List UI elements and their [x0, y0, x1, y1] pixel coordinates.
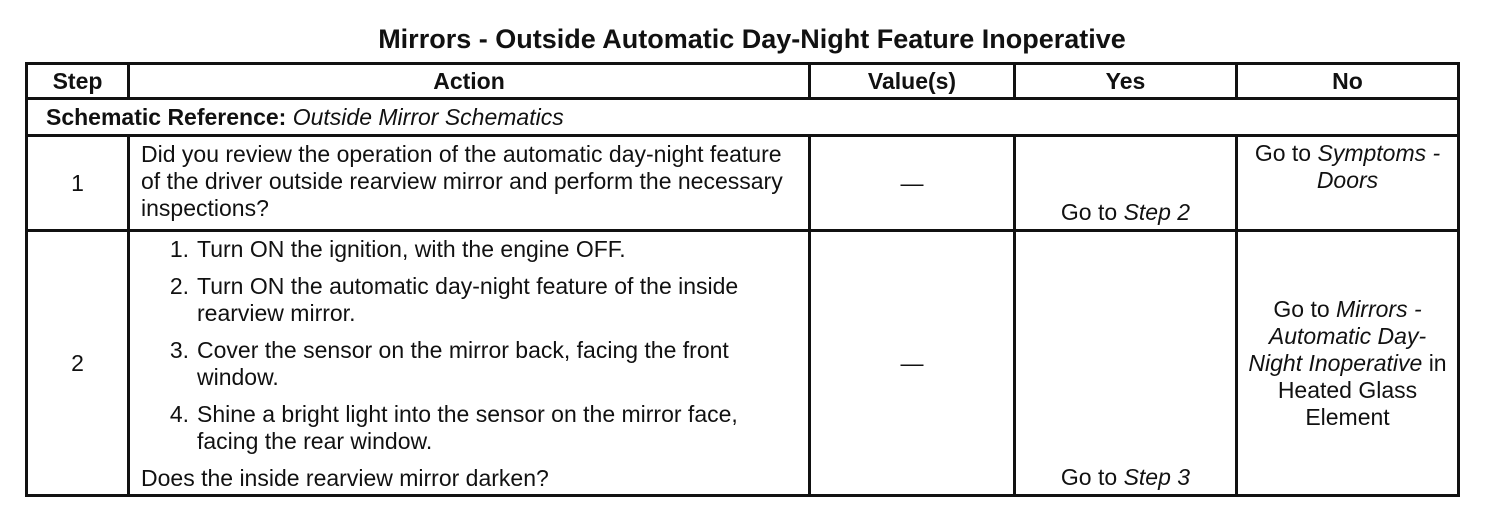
no-link[interactable]: Mirrors - Automatic Day-Night Inoperative	[1248, 295, 1427, 376]
no-cell	[1237, 136, 1459, 231]
action-text: Did you review the operation of the automatic day-night feature of the driver outside rearview mirror and perform the necessary inspections?	[129, 136, 810, 231]
substep-item	[141, 401, 798, 455]
yes-cell	[1015, 231, 1237, 496]
schematic-reference-label: Schematic Reference:	[46, 103, 287, 130]
header-step: Step	[27, 64, 129, 99]
substep-text: Turn ON the automatic day-night feature of the inside rearview mirror.	[197, 273, 739, 326]
yes-prefix: Go to	[1060, 464, 1118, 490]
header-no: No	[1237, 64, 1459, 99]
yes-link[interactable]: Step 2	[1123, 199, 1191, 225]
step-number: 1	[27, 136, 129, 231]
value-cell: —	[810, 136, 1015, 231]
no-link[interactable]: Symptoms - Doors	[1316, 140, 1441, 193]
substep-number: 4.	[169, 401, 189, 427]
substep-text: Cover the sensor on the mirror back, facing the front window.	[197, 337, 729, 390]
substep-number: 2.	[169, 273, 189, 299]
no-prefix: Go to	[1273, 295, 1330, 322]
header-row	[27, 64, 1459, 99]
yes-prefix: Go to	[1060, 199, 1118, 225]
no-suffix: in Heated Glass Element	[1277, 349, 1447, 430]
substep-number: 3.	[169, 337, 189, 363]
no-cell	[1237, 231, 1459, 496]
header-action: Action	[129, 64, 810, 99]
page-title: Mirrors - Outside Automatic Day-Night Feature Inoperative	[378, 24, 1126, 54]
action-cell	[129, 231, 810, 496]
step-number: 2	[27, 231, 129, 496]
header-values: Value(s)	[810, 64, 1015, 99]
header-yes: Yes	[1015, 64, 1237, 99]
schematic-reference	[27, 99, 1459, 136]
substep-number: 1.	[169, 236, 189, 262]
schematic-reference-row	[27, 99, 1459, 136]
substep-item	[141, 337, 798, 391]
yes-link[interactable]: Step 3	[1123, 464, 1191, 490]
diagnostic-table	[25, 62, 1460, 497]
question-text: Does the inside rearview mirror darken?	[141, 465, 549, 491]
yes-cell	[1015, 136, 1237, 231]
table-row	[27, 136, 1459, 231]
no-prefix: Go to	[1254, 140, 1312, 166]
substep-item	[141, 273, 798, 327]
value-cell: —	[810, 231, 1015, 496]
schematic-reference-link[interactable]: Outside Mirror Schematics	[292, 103, 564, 130]
substep-list	[141, 236, 798, 455]
table-row	[27, 231, 1459, 496]
substep-item	[141, 236, 798, 263]
substep-text: Shine a bright light into the sensor on the mirror face, facing the rear window.	[197, 401, 738, 454]
substep-text: Turn ON the ignition, with the engine OFF.	[197, 236, 626, 262]
